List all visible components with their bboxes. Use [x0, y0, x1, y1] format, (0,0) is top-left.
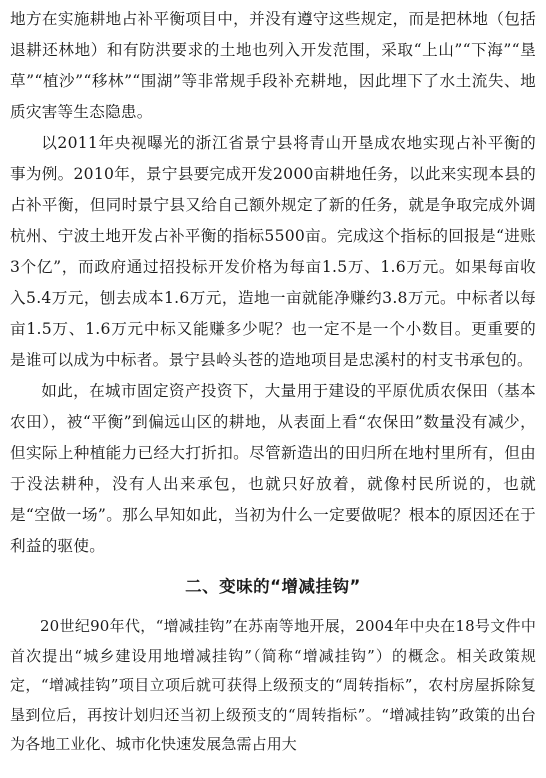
body-paragraph: 如此，在城市固定资产投资下，大量用于建设的平原优质农保田（基本农田），被“平衡”到偏远山区的耕地，从表面上看“农保田”数量没有减少，但实际上种植能力已经大打折扣。尽管新造出的田归所在地村里所有，但由于没法耕种，没有人出来承包，也就只好放着，就像村民所说的，也就是“空做一场”。那么早知如此，当初为什么一定要做呢？根本的原因还在于利益的驱使。	[10, 382, 536, 555]
body-paragraph: 以2011年央视曝光的浙江省景宁县将青山开垦成农地实现占补平衡的事为例。2010年，景宁县要完成开发2000亩耕地任务，以此来实现本县的占补平衡，但同时景宁县又给自己额外规定了新的任务，就是争取完成外调杭州、宁波土地开发占补平衡的指标5500亩。完成这个指标的回报是“进账3个亿”，而政府通过招投标开发价格为每亩1.5万、1.6万元。如果每亩收入5.4万元，刨去成本1.6万元，造地一亩就能净赚约3.8万元。中标者以每亩1.5万、1.6万元中标又能赚多少呢？也一定不是一个小数目。更重要的是谁可以成为中标者。景宁县岭头苍的造地项目是忠溪村的村支书承包的。	[10, 134, 536, 369]
body-paragraph: 20世纪90年代，“增减挂钩”在苏南等地开展，2004年中央在18号文件中首次提出“城乡建设用地增减挂钩”（简称“增减挂钩”）的概念。相关政策规定，“增减挂钩”项目立项后就可获得上级预支的“周转指标”，农村房屋拆除复垦到位后，再按计划归还当初上级预支的“周转指标”。“增减挂钩”政策的出台为各地工业化、城市化快速发展急需占用大	[10, 617, 536, 753]
section-heading: 二、变味的“增减挂钩”	[185, 577, 361, 596]
body-paragraph: 地方在实施耕地占补平衡项目中，并没有遵守这些规定，而是把林地（包括退耕还林地）和有防洪要求的土地也列入开发范围，采取“上山”“下海”“垦草”“植沙”“移林”“围湖”等非常规手段补充耕地，因此埋下了水土流失、地质灾害等生态隐患。	[10, 10, 536, 121]
